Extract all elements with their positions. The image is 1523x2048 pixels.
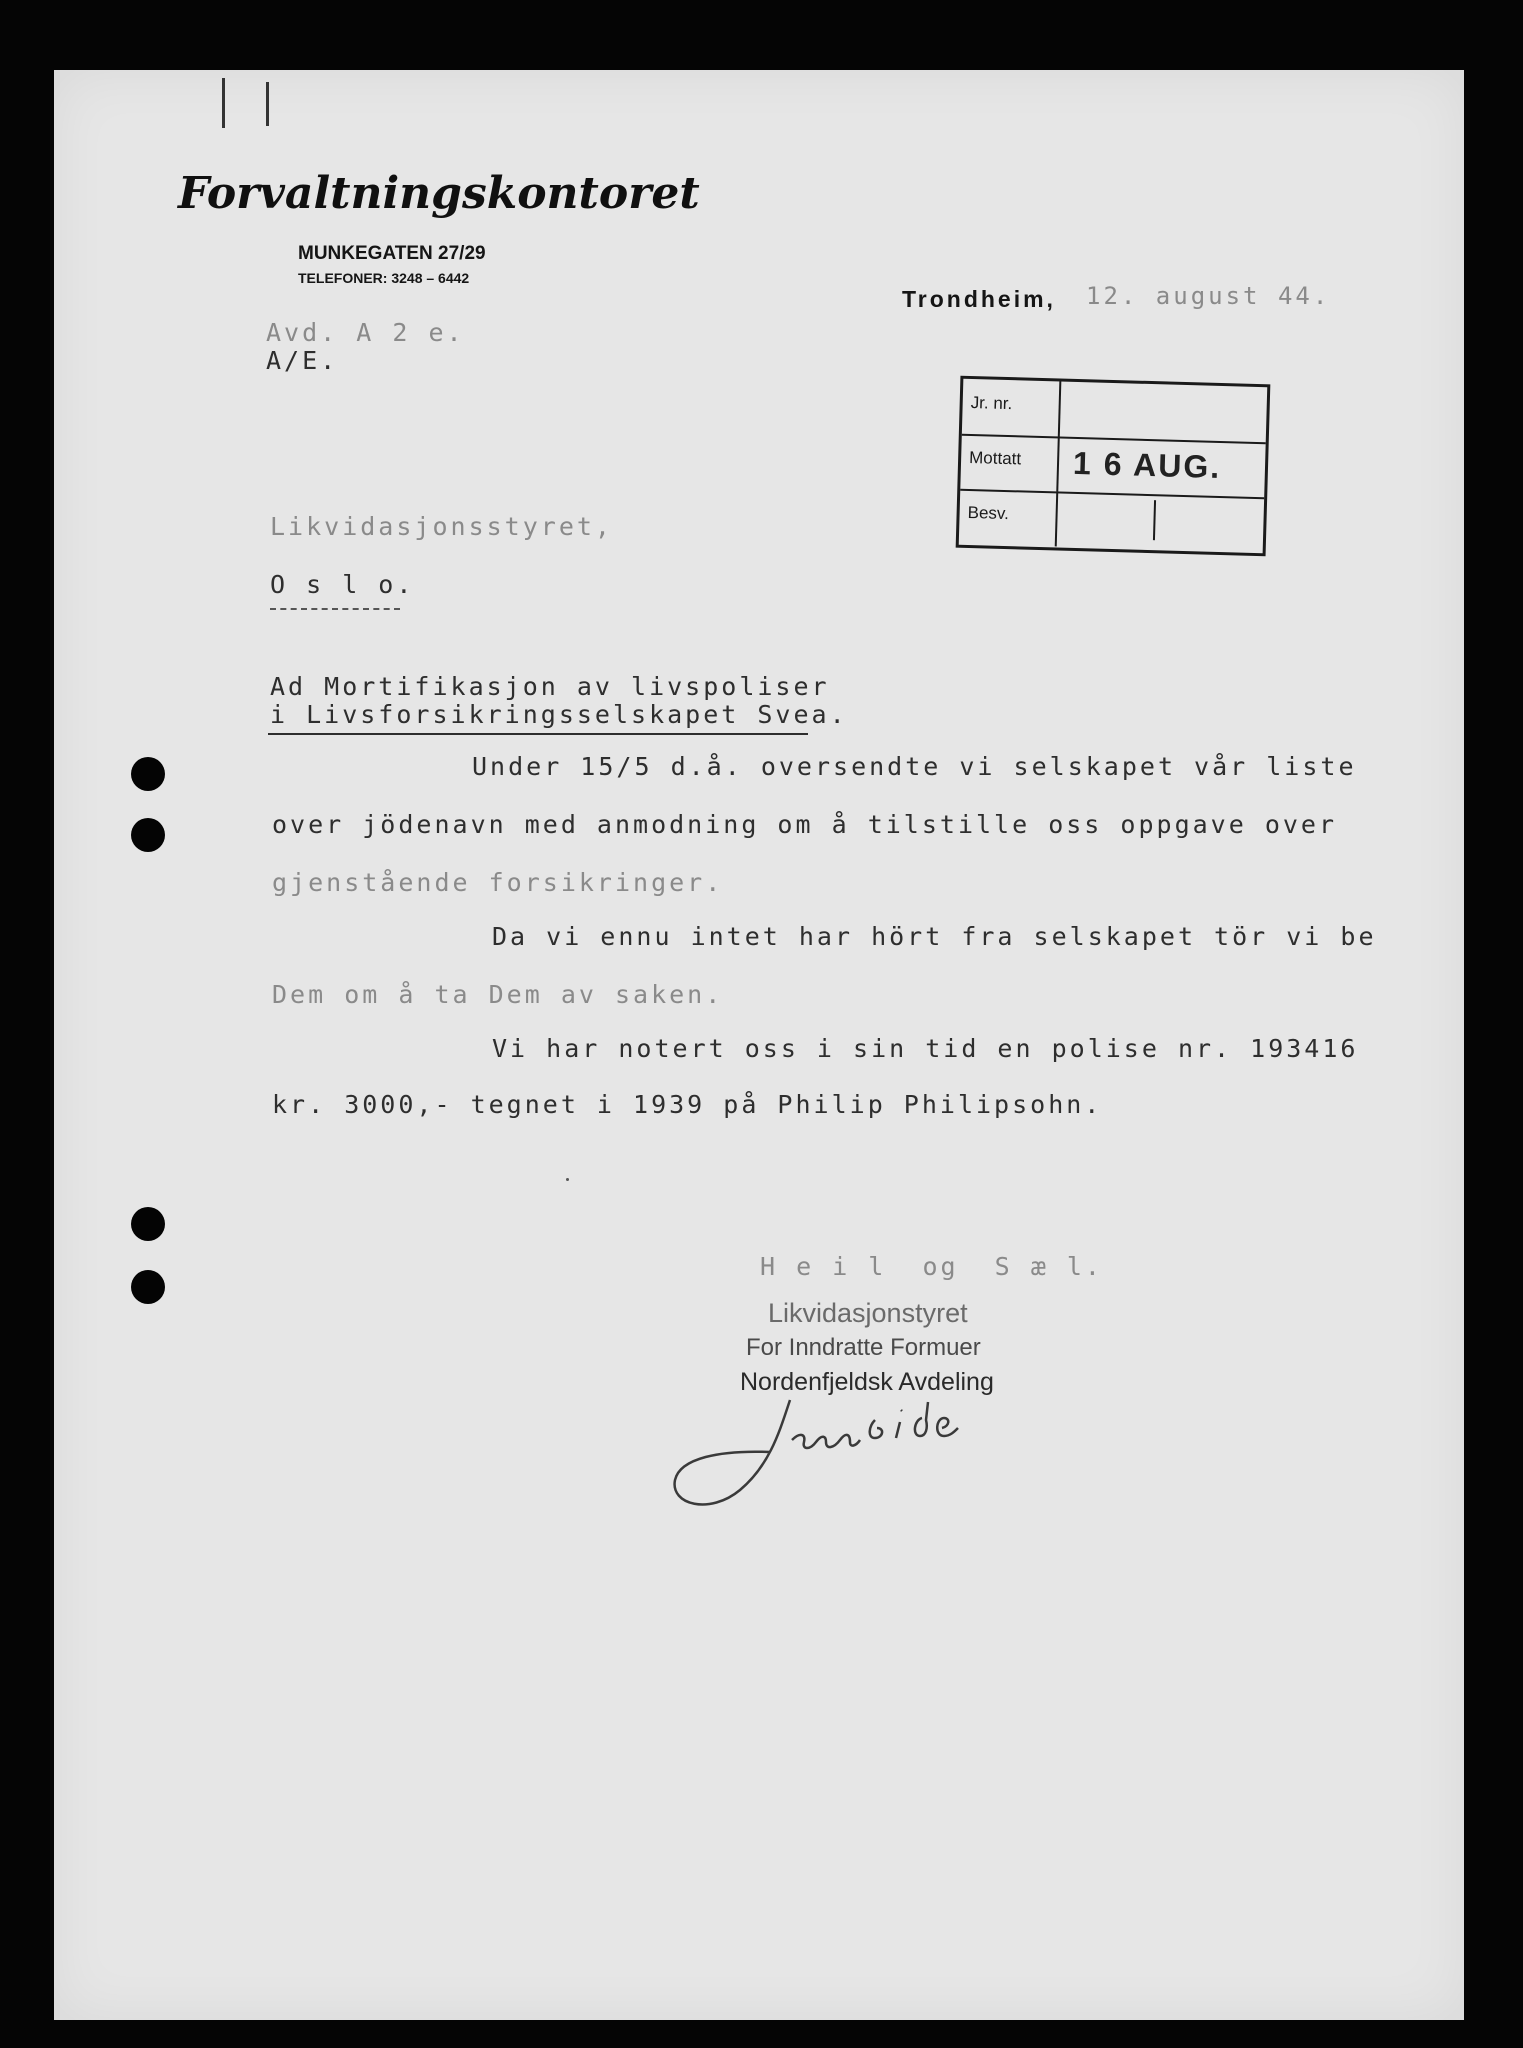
recipient-city-underline [270, 608, 400, 610]
stamp-label-besv: Besv. [967, 502, 1010, 524]
stamp-label-mottatt: Mottatt [968, 447, 1022, 469]
stamp-value-mottatt: 1 6 AUG. [1072, 444, 1222, 486]
stamp-row-besv [959, 489, 1264, 552]
receipt-stamp [956, 376, 1271, 557]
body-line-3: gjenstående forsikringer. [272, 868, 724, 897]
body-line-1: Under 15/5 d.å. oversendte vi selskapet vår liste [472, 752, 1357, 781]
punch-hole [131, 757, 165, 791]
stamp-label-jrnr: Jr. nr. [970, 393, 1013, 414]
punch-hole [131, 1270, 165, 1304]
letterhead-address: MUNKEGATEN 27/29 [298, 243, 486, 264]
paper-speck [566, 1178, 569, 1181]
subject-underline [268, 733, 808, 735]
closing-org-line-1: Likvidasjonstyret [768, 1298, 968, 1328]
subject-line-2: i Livsforsikringsselskapet Svea. [270, 700, 848, 729]
letterhead-phone: TELEFONER: 3248 – 6442 [298, 270, 470, 286]
recipient-name: Likvidasjonsstyret, [270, 512, 613, 541]
letter-date: 12. august 44. [1086, 282, 1331, 310]
recipient-city: O s l o. [270, 570, 415, 599]
letterhead-name: Forvaltningskontoret [178, 168, 700, 219]
binding-mark [266, 82, 269, 126]
punch-hole [131, 1207, 165, 1241]
body-line-7: kr. 3000,- tegnet i 1939 på Philip Philipsohn. [272, 1090, 1103, 1119]
reference-line-2: A/E. [266, 346, 339, 375]
closing-org-line-3: Nordenfjeldsk Avdeling [740, 1368, 994, 1396]
body-line-2: over jödenavn med anmodning om å tilstille oss oppgave over [272, 810, 1338, 839]
subject-line-1: Ad Mortifikasjon av livspoliser [270, 672, 830, 701]
body-line-6: Vi har notert oss i sin tid en polise nr. 193416 [492, 1034, 1359, 1063]
body-line-5: Dem om å ta Dem av saken. [272, 980, 724, 1009]
reference-line-1: Avd. A 2 e. [266, 318, 465, 347]
handwritten-signature [660, 1380, 1020, 1520]
closing-greeting: H e i l og S æ l. [760, 1252, 1103, 1281]
punch-hole [131, 818, 165, 852]
letter-place: Trondheim, [902, 286, 1056, 312]
closing-org-line-2: For Inndratte Formuer [746, 1334, 981, 1361]
body-line-4: Da vi ennu intet har hört fra selskapet tör vi be [492, 922, 1377, 951]
binding-mark [222, 78, 225, 128]
